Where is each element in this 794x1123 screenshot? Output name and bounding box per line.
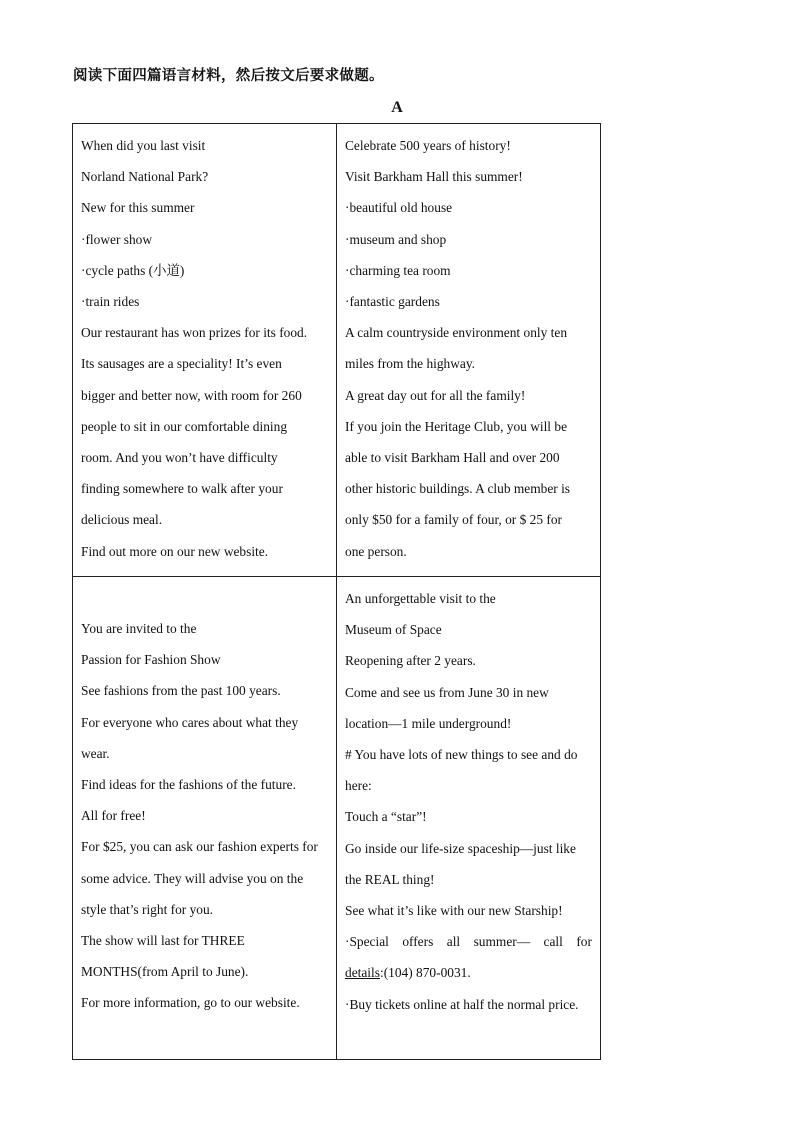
text-line: ·fantastic gardens <box>345 294 440 310</box>
text-line: Come and see us from June 30 in new <box>345 684 549 700</box>
text-line: delicious meal. <box>81 512 163 528</box>
ad-barkham <box>337 124 601 577</box>
text-line: ·flower show <box>81 231 153 247</box>
text-line: Its sausages are a speciality! It’s even <box>81 356 282 372</box>
text-line: When did you last visit <box>81 138 206 153</box>
text-line: ·cycle paths (小道) <box>81 262 185 278</box>
text-line: An unforgettable visit to the <box>345 591 496 606</box>
text-line: See what it’s like with our new Starship! <box>345 903 563 919</box>
details-link[interactable]: details <box>345 965 380 981</box>
text-line: MONTHS(from April to June). <box>81 964 249 980</box>
text-line: Passion for Fashion Show <box>81 652 221 668</box>
text-line: ·beautiful old house <box>345 200 453 216</box>
text-line: able to visit Barkham Hall and over 200 <box>345 450 560 466</box>
ad-fashion <box>73 577 337 1060</box>
text-line: room. And you won’t have difficulty <box>81 450 278 466</box>
text-line: location—1 mile underground! <box>345 715 512 731</box>
text-line: A great day out for all the family! <box>345 387 526 403</box>
text-line: Find ideas for the fashions of the future. <box>81 777 296 793</box>
text-line: ·charming tea room <box>345 262 451 278</box>
special-offers-line <box>345 926 592 957</box>
text-line: Touch a “star”! <box>345 809 427 825</box>
text-line: some advice. They will advise you on the <box>81 870 304 886</box>
special-word: ·Special <box>345 934 389 950</box>
text-line: The show will last for THREE <box>81 933 245 949</box>
text-line: New for this summer <box>81 200 195 216</box>
ads-table <box>72 123 601 1060</box>
text-line: You are invited to the <box>81 621 197 636</box>
text-line: Celebrate 500 years of history! <box>345 138 511 153</box>
text-line: ·museum and shop <box>345 231 447 247</box>
special-word: offers <box>402 934 434 950</box>
text-line: one person. <box>345 543 407 559</box>
table-row <box>73 577 601 1060</box>
text-line: Go inside our life-size spaceship—just like <box>345 840 576 856</box>
table-row <box>73 124 601 577</box>
text-line: Find out more on our new website. <box>81 543 269 559</box>
special-word: call <box>543 934 563 950</box>
text-line: only $50 for a family of four, or $ 25 for <box>345 512 563 528</box>
section-letter: A <box>391 99 403 116</box>
ad-norland <box>73 124 337 577</box>
text-line: All for free! <box>81 808 146 824</box>
text-line: Norland National Park? <box>81 169 209 185</box>
buy-tickets-line: ·Buy tickets online at half the normal price. <box>345 996 579 1012</box>
text-line: style that’s right for you. <box>81 901 214 917</box>
special-word: for <box>576 934 592 950</box>
text-line: If you join the Heritage Club, you will be <box>345 418 568 434</box>
details-phone: :(104) 870-0031. <box>379 965 471 981</box>
text-line: people to sit in our comfortable dining <box>81 418 288 434</box>
text-line: other historic buildings. A club member is <box>345 481 571 497</box>
text-line: Reopening after 2 years. <box>345 653 476 669</box>
text-line: A calm countryside environment only ten <box>345 325 568 341</box>
ad-space-lines <box>345 583 592 926</box>
ad-barkham-lines <box>345 130 592 567</box>
ad-space <box>337 577 601 1060</box>
text-line: For $25, you can ask our fashion experts for <box>81 839 318 855</box>
text-line: # You have lots of new things to see and do <box>345 747 578 763</box>
text-line: For everyone who cares about what they <box>81 714 299 730</box>
text-line: wear. <box>81 745 110 761</box>
details-line <box>345 957 592 988</box>
text-line: Visit Barkham Hall this summer! <box>345 169 523 185</box>
text-line: Our restaurant has won prizes for its food. <box>81 325 308 341</box>
text-line: Museum of Space <box>345 622 442 638</box>
ad-fashion-lines <box>81 613 328 1019</box>
special-word: all <box>446 934 461 950</box>
text-line: finding somewhere to walk after your <box>81 481 283 497</box>
ad-norland-lines <box>81 130 328 567</box>
text-line: See fashions from the past 100 years. <box>81 683 281 699</box>
text-line: bigger and better now, with room for 260 <box>81 387 302 403</box>
text-line: For more information, go to our website. <box>81 995 300 1011</box>
text-line: miles from the highway. <box>345 356 476 372</box>
text-line: the REAL thing! <box>345 871 435 887</box>
text-line: ·train rides <box>81 294 140 310</box>
special-word: summer— <box>473 934 531 950</box>
instruction-heading: 阅读下面四篇语言材料，然后按文后要求做题。 <box>73 68 384 84</box>
text-line: here: <box>345 778 372 794</box>
